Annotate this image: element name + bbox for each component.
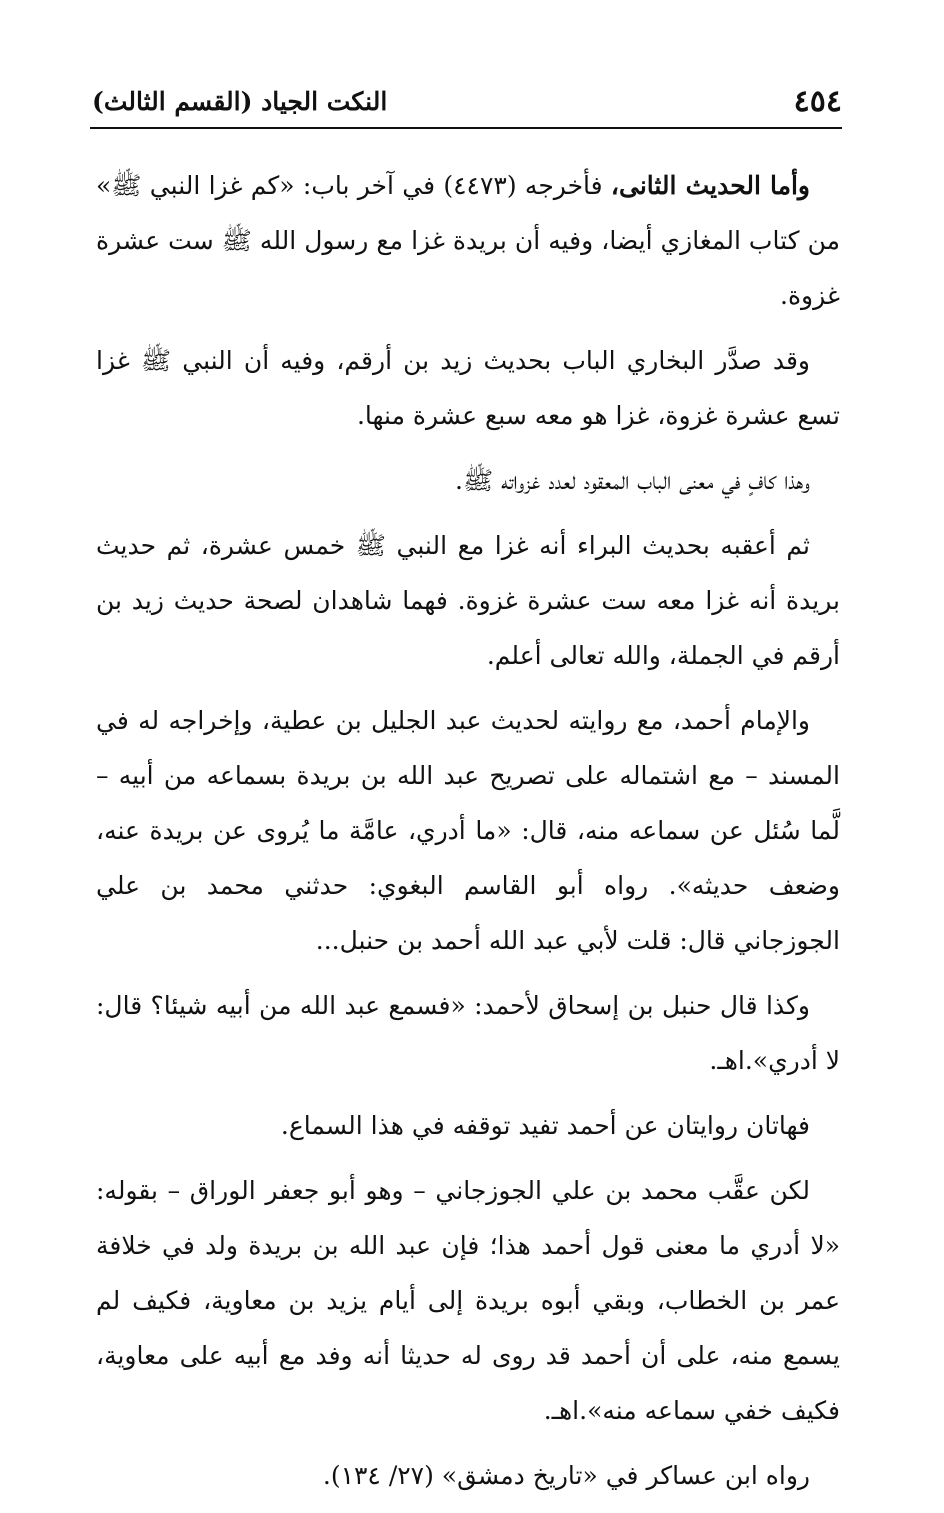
- page-number: ٤٥٤: [793, 84, 842, 119]
- paragraph-text: ثم أعقبه بحديث البراء أنه غزا مع النبي ﷺ خمس عشرة، ثم حديث بريدة أنه غزا معه ست عشرة غزوة. فهما شاهدان لصحة حديث زيد بن أرقم في الجملة، والله تعالى أعلم.: [96, 531, 840, 670]
- header-divider: [90, 127, 842, 129]
- paragraph: [96, 453, 840, 508]
- paragraph-text: والإمام أحمد، مع روايته لحديث عبد الجليل بن عطية، وإخراجه له في المسند – مع اشتماله على تصريح عبد الله بن بريدة بسماعه من أبيه – لَّما سُئل عن سماعه منه، قال: «ما أدري، عامَّة ما يُروى عن بريدة عنه، وضعف حديثه». رواه أبو القاسم البغوي: حدثني محمد بن علي الجوزجاني قال: قلت لأبي عبد الله أحمد بن حنبل...: [96, 706, 840, 955]
- paragraph-text: وهذا كافٍ في معنى الباب المعقود لعدد غزواته ﷺ.: [455, 466, 810, 495]
- paragraph: [96, 518, 840, 683]
- paragraph: [96, 158, 840, 323]
- running-title: النكت الجياد (القسم الثالث): [92, 87, 388, 116]
- body-text: [96, 158, 840, 1513]
- paragraph: [96, 978, 840, 1088]
- paragraph-text: فهاتان روايتان عن أحمد تفيد توقفه في هذا السماع.: [280, 1111, 810, 1140]
- paragraph: [96, 1163, 840, 1438]
- paragraph: [96, 693, 840, 968]
- paragraph-text: رواه ابن عساكر في «تاريخ دمشق» (٢٧/ ١٣٤).: [322, 1461, 810, 1490]
- paragraph: [96, 1098, 840, 1153]
- paragraph-text: لكن عقَّب محمد بن علي الجوزجاني – وهو أبو جعفر الوراق – بقوله: «لا أدري ما معنى قول أحمد هذا؛ فإن عبد الله بن بريدة ولد في خلافة عمر بن الخطاب، وبقي أبوه بريدة إلى أيام يزيد بن معاوية، فكيف لم يسمع منه، على أن أحمد قد روى له حديثا أنه وفد مع أبيه على معاوية، فكيف خفي سماعه منه».اهـ.: [96, 1176, 840, 1425]
- paragraph-text: وكذا قال حنبل بن إسحاق لأحمد: «فسمع عبد الله من أبيه شيئا؟ قال: لا أدري».اهـ.: [96, 991, 840, 1075]
- paragraph: [96, 333, 840, 443]
- paragraph: [96, 1448, 840, 1503]
- paragraph-lead: وأما الحديث الثانى،: [610, 171, 810, 200]
- paragraph-text: وقد صدَّر البخاري الباب بحديث زيد بن أرقم، وفيه أن النبي ﷺ غزا تسع عشرة غزوة، غزا هو معه سبع عشرة منها.: [96, 346, 840, 430]
- page-header: [92, 82, 842, 122]
- paragraph-text: فأخرجه (٤٤٧٣) في آخر باب: «كم غزا النبي ﷺ» من كتاب المغازي أيضا، وفيه أن بريدة غزا مع رسول الله ﷺ ست عشرة غزوة.: [96, 171, 840, 310]
